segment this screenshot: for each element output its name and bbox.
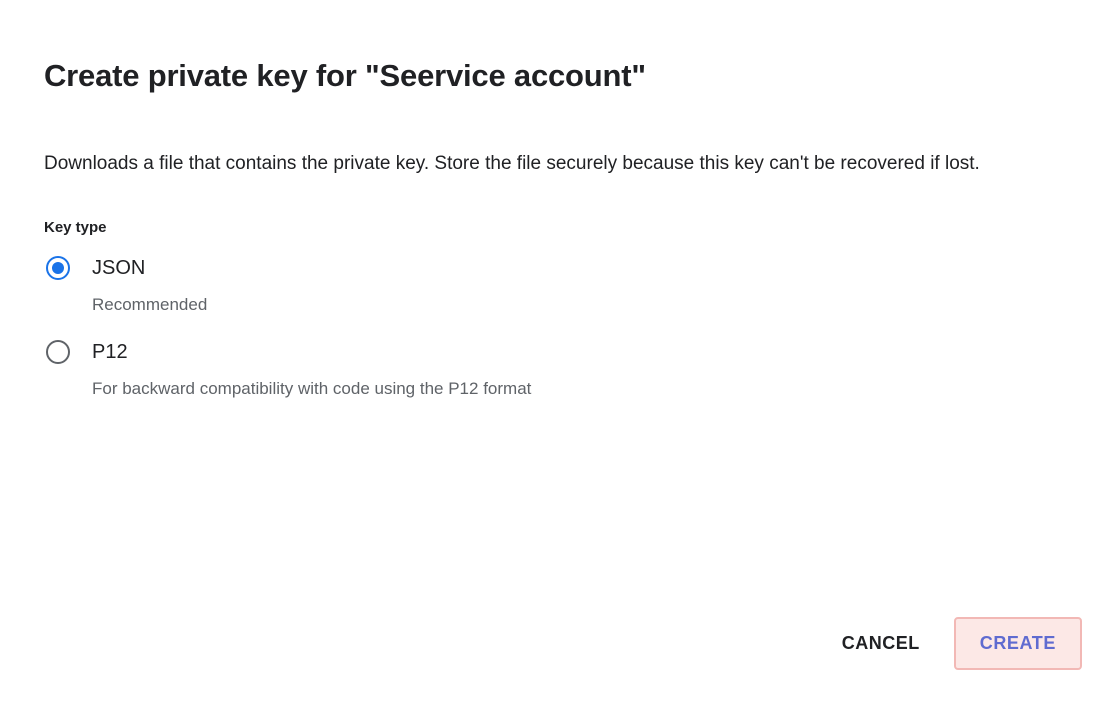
key-type-option-json[interactable] [44, 252, 1072, 316]
radio-help-json: Recommended [92, 295, 208, 314]
radio-p12-icon[interactable] [46, 340, 70, 364]
radio-label-p12: P12 [92, 341, 128, 363]
radio-help-p12: For backward compatibility with code using the P12 format [92, 379, 532, 398]
radio-row-p12[interactable] [44, 336, 1072, 368]
key-type-label: Key type [44, 219, 107, 236]
radio-label-json: JSON [92, 257, 146, 279]
key-type-radio-group [44, 252, 1072, 400]
create-button[interactable]: CREATE [954, 617, 1082, 670]
page-title: Create private key for "Seervice account" [44, 58, 646, 93]
dialog-description: Downloads a file that contains the private key. Store the file securely because this key can't be recovered if lost. [44, 153, 980, 174]
radio-row-json[interactable] [44, 252, 1072, 284]
dialog-actions [824, 617, 1082, 670]
key-type-option-p12[interactable] [44, 336, 1072, 400]
radio-json-icon[interactable] [46, 256, 70, 280]
cancel-button[interactable]: CANCEL [824, 621, 938, 666]
